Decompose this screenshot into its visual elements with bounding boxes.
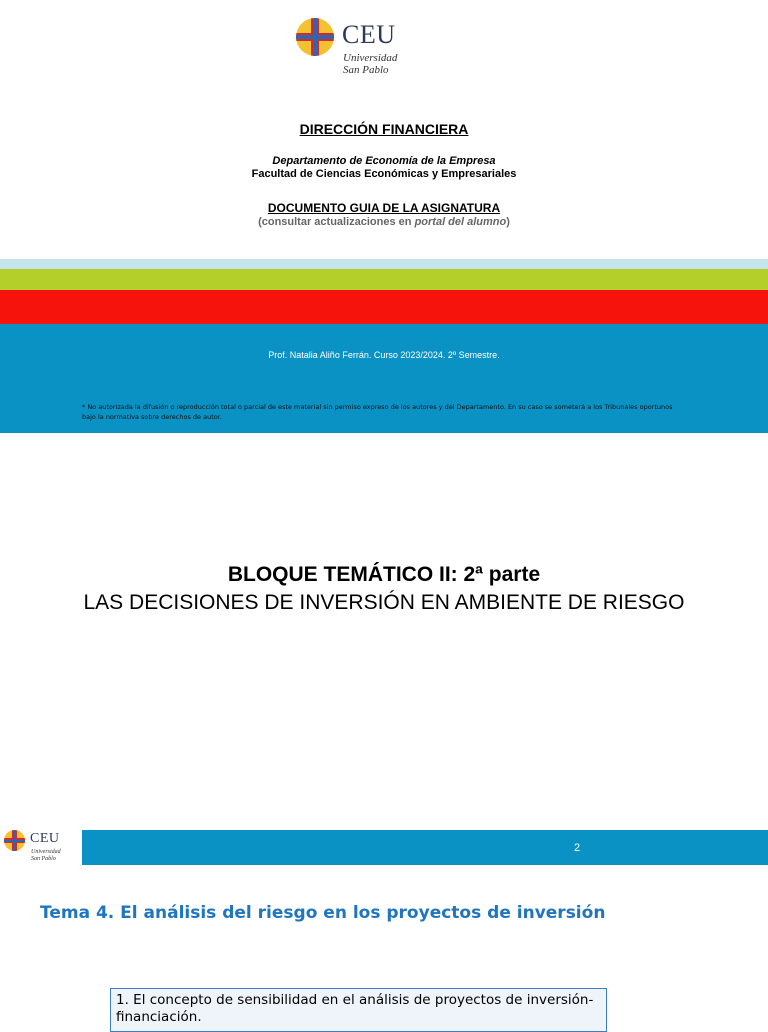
department-name: Departamento de Economía de la Empresa [272, 155, 496, 167]
slide-header-bar [82, 830, 768, 865]
copyright-disclaimer: * No autorizada la difusión o reproducción total o parcial de este material sin permiso expreso de los autores y del Departamento. En su caso se someterá a los Tribunales oportunos bajo la normativa sobre derechos de autor. [82, 403, 673, 421]
faculty-name: Facultad de Ciencias Económicas y Empresariales [251, 168, 517, 180]
logo-subtitle: Universidad San Pablo [343, 52, 398, 76]
logo-wordmark: CEU [30, 831, 60, 846]
green-band [0, 269, 768, 290]
light-blue-band [0, 259, 768, 269]
professor-info: Prof. Natalia Aliño Ferrán. Curso 2023/2024. 2º Semestre. [268, 350, 500, 360]
red-band [0, 290, 768, 324]
topic-item-text: 1. El concepto de sensibilidad en el análisis de proyectos de inversión- financiación. [116, 992, 594, 1025]
ceu-logo [296, 18, 416, 78]
ceu-emblem-icon [4, 830, 25, 851]
course-title: DIRECCIÓN FINANCIERA [299, 121, 469, 137]
guide-title: DOCUMENTO GUIA DE LA ASIGNATURA [267, 201, 501, 215]
logo-wordmark: CEU [342, 20, 396, 49]
ceu-emblem-icon [296, 18, 334, 56]
section-subtitle: LAS DECISIONES DE INVERSIÓN EN AMBIENTE DE RIESGO [83, 591, 685, 614]
logo-subtitle: Universidad San Pablo [31, 849, 61, 862]
section-heading: BLOQUE TEMÁTICO II: 2ª parte [227, 563, 541, 586]
updates-note: (consultar actualizaciones en portal del alumno) [258, 216, 510, 228]
topic-title: Tema 4. El análisis del riesgo en los proyectos de inversión [40, 903, 606, 923]
topic-item-box [110, 988, 607, 1032]
ceu-logo-small [4, 830, 82, 866]
page-number: 2 [574, 842, 581, 854]
